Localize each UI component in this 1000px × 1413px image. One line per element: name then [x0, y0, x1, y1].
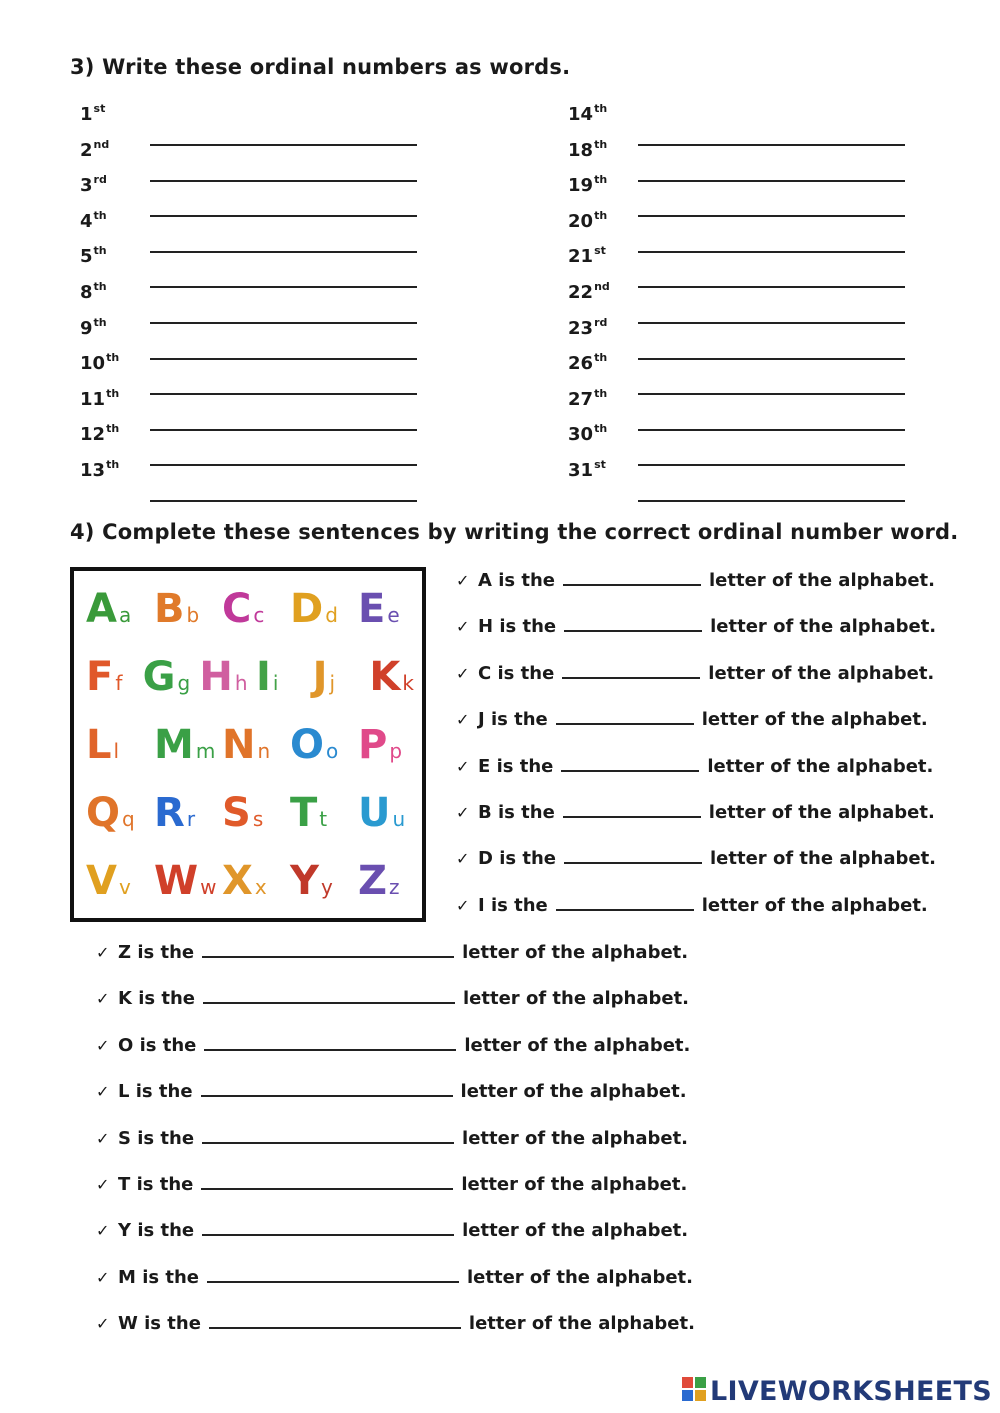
alphabet-lowercase: c — [253, 603, 265, 627]
checkmark-icon: ✓ — [456, 663, 470, 683]
sentence-suffix: letter of the alphabet. — [708, 801, 935, 823]
sentence-suffix: letter of the alphabet. — [462, 1220, 689, 1242]
answer-blank[interactable] — [150, 266, 417, 288]
alphabet-letter — [358, 858, 400, 904]
ordinal-suffix: th — [106, 386, 120, 400]
sentence-is-the: is the — [142, 1266, 199, 1288]
ordinal-number: 12 — [80, 424, 106, 446]
ordinal-label — [568, 315, 608, 339]
alphabet-letter — [86, 654, 123, 700]
answer-blank[interactable] — [201, 1079, 453, 1097]
answer-blank[interactable] — [563, 568, 701, 586]
sentence-letter: H — [478, 616, 494, 638]
sentence-is-the: is the — [490, 894, 548, 916]
answer-blank[interactable] — [150, 124, 417, 146]
ordinal-number: 11 — [80, 388, 106, 410]
alphabet-letter — [154, 586, 200, 632]
alphabet-uppercase: A — [86, 586, 117, 632]
alphabet-letter — [358, 586, 400, 632]
alphabet-lowercase: z — [389, 875, 400, 899]
ordinal-number: 1 — [80, 104, 93, 125]
sentence-is-the: is the — [499, 616, 557, 638]
alphabet-uppercase: H — [199, 654, 233, 700]
sentence-letter: I — [478, 894, 485, 916]
alphabet-uppercase: B — [154, 586, 185, 632]
alphabet-animals-picture — [70, 567, 426, 922]
answer-blank[interactable] — [638, 195, 905, 217]
answer-blank[interactable] — [564, 614, 702, 632]
ordinal-suffix: th — [594, 422, 608, 436]
sentence-is-the: is the — [137, 942, 195, 963]
alphabet-letter — [154, 858, 217, 904]
alphabet-letter — [86, 790, 135, 836]
ordinal-suffix: th — [594, 386, 608, 400]
answer-blank[interactable] — [638, 409, 905, 431]
checkmark-icon: ✓ — [96, 943, 110, 962]
alphabet-letter — [154, 722, 216, 768]
alphabet-uppercase: P — [358, 722, 388, 768]
ordinal-number: 4 — [80, 210, 93, 232]
sentence-is-the: is the — [137, 1127, 195, 1149]
ordinal-label — [568, 279, 610, 303]
answer-blank[interactable] — [563, 800, 701, 818]
alphabet-letter — [222, 790, 264, 836]
sentence-row — [456, 893, 936, 939]
alphabet-lowercase: a — [118, 603, 132, 627]
answer-blank[interactable] — [638, 231, 905, 253]
checkmark-icon: ✓ — [456, 756, 470, 776]
ordinal-suffix: th — [93, 279, 107, 293]
checkmark-icon: ✓ — [456, 849, 470, 869]
sentence-row — [456, 754, 936, 800]
alphabet-letter — [369, 654, 414, 700]
answer-blank[interactable] — [638, 302, 905, 324]
sentence-suffix: letter of the alphabet. — [466, 1266, 693, 1288]
sentence-list-bottom — [96, 940, 695, 1358]
sentence-is-the: is the — [136, 1173, 194, 1195]
alphabet-lowercase: j — [329, 671, 336, 695]
alphabet-uppercase: N — [222, 722, 256, 768]
alphabet-lowercase: u — [392, 807, 406, 831]
answer-blank[interactable] — [150, 480, 417, 502]
sentence-is-the: is the — [498, 801, 555, 823]
alphabet-letter — [199, 654, 248, 700]
ordinal-label — [568, 386, 608, 410]
alphabet-lowercase: b — [186, 603, 200, 627]
answer-blank[interactable] — [638, 266, 905, 288]
ordinal-label — [568, 137, 608, 161]
ordinal-number: 22 — [568, 281, 594, 303]
ordinal-suffix: th — [106, 351, 120, 365]
sentence-suffix: letter of the alphabet. — [464, 1034, 691, 1056]
ordinal-label — [80, 424, 119, 445]
sentence-is-the: is the — [499, 848, 557, 870]
sentence-letter: S — [118, 1127, 131, 1149]
ordinal-label — [80, 104, 105, 125]
alphabet-lowercase: l — [113, 739, 120, 763]
answer-blank[interactable] — [638, 124, 905, 146]
alphabet-uppercase: X — [222, 858, 253, 904]
answer-blank[interactable] — [150, 338, 417, 360]
alphabet-letter — [290, 722, 339, 768]
answer-blank[interactable] — [556, 707, 694, 725]
checkmark-icon: ✓ — [456, 895, 470, 915]
alphabet-lowercase: k — [402, 671, 414, 695]
alphabet-letter — [290, 790, 328, 836]
alphabet-uppercase: D — [290, 586, 324, 632]
answer-blank[interactable] — [150, 195, 417, 217]
ordinal-number: 31 — [568, 459, 594, 481]
alphabet-lowercase: d — [325, 603, 338, 627]
sentence-suffix: letter of the alphabet. — [462, 942, 689, 963]
ordinal-suffix: rd — [93, 173, 107, 187]
ordinal-label — [80, 386, 120, 410]
alphabet-uppercase: O — [290, 722, 325, 768]
alphabet-lowercase: w — [200, 875, 217, 899]
alphabet-uppercase: Z — [358, 858, 388, 904]
alphabet-lowercase: g — [177, 671, 191, 695]
ordinal-label — [80, 279, 107, 303]
sentence-row — [96, 1079, 695, 1125]
ordinal-suffix: st — [594, 244, 606, 258]
sentence-row — [456, 846, 936, 892]
alphabet-lowercase: v — [118, 875, 131, 899]
ordinal-label — [568, 208, 608, 232]
alphabet-letter — [290, 858, 333, 904]
alphabet-lowercase: i — [272, 671, 279, 695]
sentence-letter: L — [118, 1081, 130, 1103]
answer-blank[interactable] — [562, 661, 700, 679]
alphabet-uppercase: K — [369, 654, 401, 700]
alphabet-uppercase: J — [312, 654, 328, 700]
ordinal-number: 21 — [568, 246, 594, 268]
ordinal-number: 9 — [80, 317, 93, 339]
sentence-letter: K — [118, 988, 132, 1010]
ordinal-label — [80, 208, 107, 232]
ordinal-suffix: th — [93, 244, 107, 258]
ordinal-label — [80, 246, 107, 267]
sentence-is-the: is the — [144, 1313, 201, 1335]
alphabet-uppercase: S — [222, 790, 251, 836]
ordinal-label — [568, 246, 606, 267]
sentence-suffix: letter of the alphabet. — [708, 662, 935, 684]
sentence-is-the: is the — [490, 709, 548, 731]
ordinal-suffix: th — [594, 351, 608, 365]
sentence-row — [96, 940, 695, 986]
ordinal-suffix: th — [594, 137, 608, 151]
alphabet-lowercase: n — [257, 739, 271, 763]
checkmark-icon: ✓ — [96, 1082, 110, 1102]
ordinal-suffix: rd — [594, 315, 608, 329]
alphabet-uppercase: V — [86, 858, 117, 904]
answer-blank[interactable] — [638, 444, 905, 466]
sentence-letter: A — [478, 570, 492, 591]
sentence-row — [96, 986, 695, 1032]
alphabet-letter — [86, 858, 131, 904]
answer-blank[interactable] — [203, 986, 455, 1004]
sentence-is-the: is the — [138, 988, 196, 1010]
alphabet-uppercase: T — [290, 790, 318, 836]
answer-blank[interactable] — [209, 1311, 461, 1329]
ordinal-suffix: st — [93, 102, 106, 115]
ordinal-number: 8 — [80, 281, 93, 303]
ordinal-label — [80, 315, 107, 339]
ordinal-suffix: nd — [93, 137, 110, 151]
checkmark-icon: ✓ — [456, 802, 470, 822]
checkmark-icon: ✓ — [96, 1314, 110, 1334]
alphabet-lowercase: m — [195, 739, 216, 763]
ordinal-suffix: th — [594, 102, 608, 115]
sentence-row — [96, 1265, 695, 1311]
alphabet-letter — [86, 586, 132, 632]
checkmark-icon: ✓ — [96, 989, 110, 1009]
sentence-suffix: letter of the alphabet. — [460, 1081, 687, 1103]
answer-blank[interactable] — [150, 160, 417, 182]
sentence-row — [456, 800, 936, 846]
sentence-suffix: letter of the alphabet. — [462, 1127, 689, 1149]
checkmark-icon: ✓ — [456, 710, 470, 730]
sentence-letter: E — [478, 755, 491, 777]
ordinal-number: 26 — [568, 353, 594, 375]
sentence-letter: J — [478, 709, 485, 731]
answer-blank[interactable] — [207, 1265, 459, 1283]
sentence-row — [456, 661, 936, 707]
alphabet-uppercase: Q — [86, 790, 121, 836]
ordinal-suffix: th — [93, 315, 107, 329]
ordinal-label — [80, 457, 120, 481]
alphabet-lowercase: h — [234, 671, 248, 695]
ordinal-number: 13 — [80, 459, 106, 481]
alphabet-letter — [358, 722, 403, 768]
sentence-letter: B — [478, 801, 492, 823]
sentence-is-the: is the — [137, 1220, 195, 1242]
checkmark-icon: ✓ — [96, 1128, 110, 1148]
sentence-row — [96, 1172, 695, 1218]
checkmark-icon: ✓ — [96, 1035, 110, 1055]
alphabet-grid — [84, 577, 424, 917]
sentence-list-right — [456, 568, 936, 939]
sentence-suffix: letter of the alphabet. — [468, 1313, 695, 1335]
alphabet-uppercase: U — [358, 790, 391, 836]
answer-blank[interactable] — [638, 338, 905, 360]
ordinal-number: 10 — [80, 353, 106, 375]
ordinal-label — [568, 104, 607, 125]
answer-blank[interactable] — [638, 480, 905, 502]
sentence-suffix: letter of the alphabet. — [461, 1173, 688, 1195]
alphabet-uppercase: Y — [290, 858, 319, 904]
sentence-suffix: letter of the alphabet. — [701, 894, 928, 916]
alphabet-letter — [222, 858, 267, 904]
ordinal-label — [80, 137, 110, 161]
sentence-row — [96, 1218, 695, 1264]
alphabet-letter — [358, 790, 406, 836]
ordinal-number: 23 — [568, 317, 594, 339]
sentence-row — [96, 1033, 695, 1079]
ordinal-label — [568, 175, 607, 196]
sentence-letter: Z — [118, 942, 132, 963]
answer-blank[interactable] — [556, 893, 694, 911]
sentence-row — [456, 707, 936, 753]
ordinal-label — [568, 353, 607, 374]
ordinal-suffix: th — [93, 208, 107, 222]
checkmark-icon: ✓ — [96, 1221, 110, 1241]
ordinal-number: 30 — [568, 424, 594, 446]
ordinal-label — [568, 457, 606, 481]
alphabet-lowercase: p — [389, 739, 403, 763]
alphabet-uppercase: W — [154, 858, 199, 904]
alphabet-uppercase: F — [86, 654, 114, 700]
alphabet-letter — [86, 722, 120, 768]
alphabet-uppercase: C — [222, 586, 252, 632]
ordinal-suffix: nd — [594, 279, 610, 293]
alphabet-lowercase: s — [252, 807, 264, 831]
answer-blank[interactable] — [202, 1126, 454, 1144]
alphabet-letter — [290, 586, 338, 632]
sentence-row — [96, 1126, 695, 1172]
ordinal-label — [568, 424, 607, 445]
ordinal-number: 5 — [80, 246, 93, 268]
ordinal-suffix: th — [106, 457, 120, 471]
checkmark-icon: ✓ — [96, 1267, 110, 1287]
alphabet-uppercase: L — [86, 722, 112, 768]
answer-blank[interactable] — [150, 444, 417, 466]
sentence-letter: W — [118, 1313, 138, 1335]
answer-blank[interactable] — [202, 1218, 454, 1236]
ordinal-number: 14 — [568, 104, 594, 125]
sentence-suffix: letter of the alphabet. — [710, 848, 937, 870]
answer-blank[interactable] — [564, 846, 702, 864]
ordinal-label — [80, 353, 119, 374]
ordinal-number: 27 — [568, 388, 594, 410]
brand-text: LIVEWORKSHEETS — [709, 1376, 992, 1407]
sentence-suffix: letter of the alphabet. — [710, 616, 937, 638]
ordinal-suffix: th — [594, 208, 608, 222]
sentence-is-the: is the — [497, 662, 555, 684]
alphabet-letter — [222, 586, 265, 632]
alphabet-uppercase: M — [154, 722, 194, 768]
sentence-letter: T — [118, 1173, 131, 1195]
answer-blank[interactable] — [201, 1172, 453, 1190]
liveworksheets-logo-icon — [682, 1377, 708, 1403]
liveworksheets-brand — [682, 1376, 992, 1407]
sentence-is-the: is the — [496, 755, 554, 777]
alphabet-lowercase: o — [326, 739, 339, 763]
ordinal-number: 20 — [568, 210, 594, 232]
ordinal-suffix: st — [594, 457, 606, 471]
ordinal-number: 19 — [568, 175, 594, 197]
alphabet-lowercase: r — [186, 807, 196, 831]
alphabet-lowercase: y — [320, 875, 333, 899]
sentence-suffix: letter of the alphabet. — [707, 755, 934, 777]
sentence-row — [96, 1311, 695, 1357]
checkmark-icon: ✓ — [456, 571, 470, 590]
sentence-is-the: is the — [139, 1034, 197, 1056]
sentence-suffix: letter of the alphabet. — [463, 988, 690, 1010]
ordinal-label — [80, 175, 107, 196]
section-3-title: 3) Write these ordinal numbers as words. — [70, 55, 571, 79]
alphabet-letter — [312, 654, 336, 700]
answer-blank[interactable] — [150, 409, 417, 431]
sentence-row — [456, 568, 936, 614]
alphabet-uppercase: R — [154, 790, 185, 836]
alphabet-uppercase: E — [358, 586, 386, 632]
answer-blank[interactable] — [638, 373, 905, 395]
ordinal-suffix: th — [594, 173, 608, 187]
checkmark-icon: ✓ — [456, 617, 470, 637]
ordinal-number: 2 — [80, 139, 93, 161]
alphabet-lowercase: f — [115, 671, 123, 695]
alphabet-lowercase: x — [254, 875, 267, 899]
answer-blank[interactable] — [150, 231, 417, 253]
answer-blank[interactable] — [150, 373, 417, 395]
alphabet-letter — [222, 722, 271, 768]
answer-blank[interactable] — [561, 754, 699, 772]
ordinal-number: 18 — [568, 139, 594, 161]
alphabet-letter — [154, 790, 196, 836]
sentence-letter: O — [118, 1034, 134, 1056]
sentence-row — [456, 614, 936, 660]
alphabet-letter — [256, 654, 279, 700]
alphabet-uppercase: G — [142, 654, 176, 700]
sentence-letter: C — [478, 662, 492, 684]
sentence-letter: Y — [118, 1220, 132, 1242]
answer-blank[interactable] — [150, 302, 417, 324]
answer-blank[interactable] — [204, 1033, 456, 1051]
alphabet-lowercase: q — [122, 807, 135, 831]
sentence-suffix: letter of the alphabet. — [701, 709, 928, 731]
alphabet-uppercase: I — [256, 654, 271, 700]
alphabet-letter — [142, 654, 191, 700]
ordinal-suffix: th — [106, 422, 120, 436]
alphabet-lowercase: e — [387, 603, 400, 627]
alphabet-lowercase: t — [319, 807, 328, 831]
checkmark-icon: ✓ — [96, 1174, 110, 1194]
sentence-letter: M — [118, 1266, 136, 1288]
sentence-letter: D — [478, 848, 493, 870]
section-4-title: 4) Complete these sentences by writing the correct ordinal number word. — [70, 520, 959, 544]
sentence-is-the: is the — [135, 1081, 193, 1103]
sentence-suffix: letter of the alphabet. — [709, 570, 935, 591]
ordinal-number: 3 — [80, 175, 93, 197]
answer-blank[interactable] — [202, 940, 454, 958]
sentence-is-the: is the — [498, 570, 555, 591]
answer-blank[interactable] — [638, 160, 905, 182]
